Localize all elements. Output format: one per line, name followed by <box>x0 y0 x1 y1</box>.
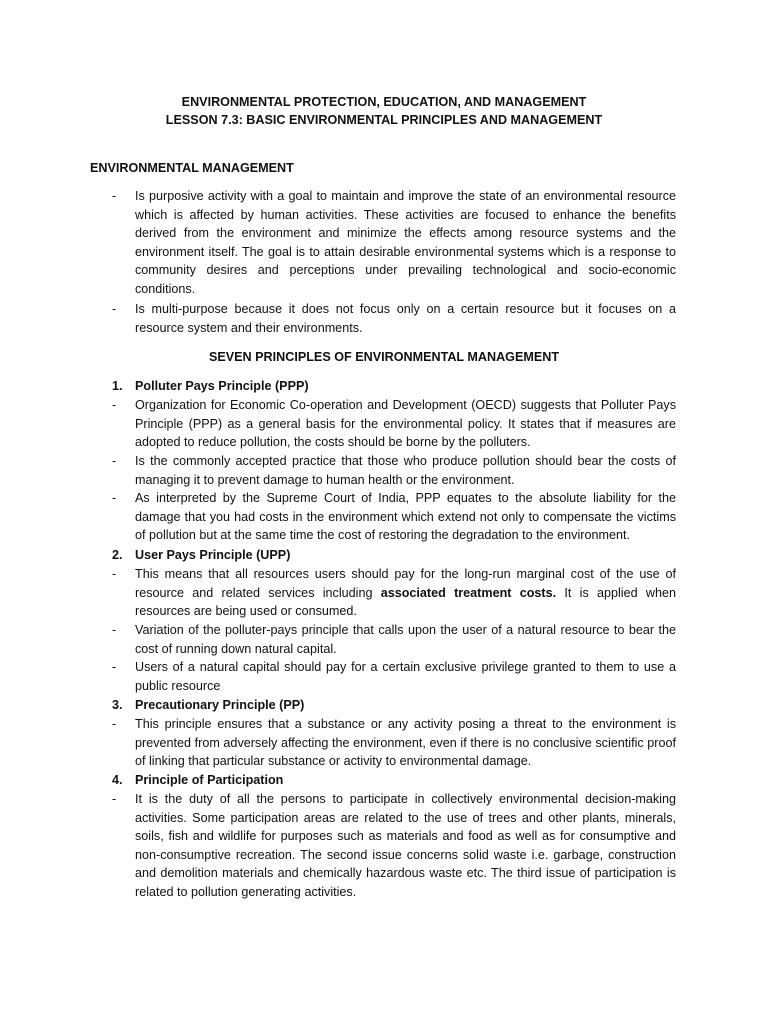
principle-2-heading <box>112 546 676 565</box>
principle-1-heading <box>112 377 676 396</box>
principle-1-bullet-3 <box>112 489 676 545</box>
bullet-dash: - <box>112 660 117 674</box>
principle-2-bullet-1 <box>112 565 676 621</box>
section-heading-environmental-management: ENVIRONMENTAL MANAGEMENT <box>90 161 294 175</box>
bullet-dash: - <box>112 302 117 316</box>
bullet-dash: - <box>112 792 117 806</box>
bullet-text-part: This means that all resources users should pay for the long-run marginal cost of the use of resource and related services including <box>135 567 676 600</box>
principle-1-bullet-2 <box>112 452 676 489</box>
principle-number: 2. <box>112 548 123 562</box>
bullet-dash: - <box>112 717 117 731</box>
bullet-dash: - <box>112 189 117 203</box>
intro-bullet-text: Is multi-purpose because it does not focus only on a certain resource but it focuses on a resource system and their environments. <box>135 302 676 335</box>
bullet-dash: - <box>112 398 117 412</box>
principle-3-heading <box>112 696 676 715</box>
principle-number: 1. <box>112 379 123 393</box>
bold-phrase: associated treatment costs. <box>380 585 557 600</box>
bullet-dash: - <box>112 491 117 505</box>
document-title-line-2: LESSON 7.3: BASIC ENVIRONMENTAL PRINCIPLES AND MANAGEMENT <box>165 113 603 127</box>
principle-1-bullet-1 <box>112 396 676 452</box>
principle-number: 3. <box>112 698 123 712</box>
principle-bullet-text: Users of a natural capital should pay for a certain exclusive privilege granted to them to use a public resource <box>135 660 676 693</box>
principle-bullet-text: Variation of the polluter-pays principle that calls upon the user of a natural resource to bear the cost of running down natural capital. <box>135 623 676 656</box>
principle-title: User Pays Principle (UPP) <box>135 548 291 562</box>
principle-2-bullet-2 <box>112 621 676 658</box>
bullet-dash: - <box>112 454 117 468</box>
principle-bullet-text: This principle ensures that a substance or any activity posing a threat to the environment is prevented from adversely affecting the environment, even if there is no conclusive scientific proof of linking that particular substance or activity to environmental damage. <box>135 717 676 769</box>
principle-2-bullet-3 <box>112 658 676 695</box>
principle-bullet-text: As interpreted by the Supreme Court of India, PPP equates to the absolute liability for the damage that you had costs in the environment which extend not only to compensate the victims of pollution but at the same time the cost of restoring the degradation to the environment. <box>135 491 676 543</box>
principle-title: Polluter Pays Principle (PPP) <box>135 379 309 393</box>
bullet-dash: - <box>112 623 117 637</box>
document-title-line-1: ENVIRONMENTAL PROTECTION, EDUCATION, AND MANAGEMENT <box>181 95 587 109</box>
principle-number: 4. <box>112 773 123 787</box>
principle-bullet-text: Is the commonly accepted practice that those who produce pollution should bear the costs of managing it to prevent damage to human health or the environment. <box>135 454 676 487</box>
principle-bullet-text: It is the duty of all the persons to participate in collectively environmental decision-making activities. Some participation areas are related to the use of trees and other plants, minerals, soils, fish and wildlife for purposes such as materials and food as well as for consumptive and non-consumptive recreation. The second issue concerns solid waste i.e. garbage, construction and demolition materials and chemically hazardous waste etc. The third issue of participation is related to pollution generating activities. <box>135 792 676 899</box>
bullet-dash: - <box>112 567 117 581</box>
principles-heading: SEVEN PRINCIPLES OF ENVIRONMENTAL MANAGEMENT <box>208 350 560 364</box>
principle-title: Principle of Participation <box>135 773 284 787</box>
intro-bullet-2 <box>112 300 676 337</box>
principle-title: Precautionary Principle (PP) <box>135 698 305 712</box>
principle-4-bullet-1 <box>112 790 676 902</box>
intro-bullet-1 <box>112 187 676 299</box>
bullet-text-part: It is applied when resources are being used or consumed. <box>135 585 676 619</box>
principle-4-heading <box>112 771 676 790</box>
intro-bullet-text: Is purposive activity with a goal to maintain and improve the state of an environmental resource which is affected by human activities. These activities are focused to enhance the benefits derived from the environment and minimize the effects among resource systems and the environment itself. The goal is to attain desirable environmental systems which is a response to community desires and perceptions under prevailing technological and socio-economic conditions. <box>135 189 676 296</box>
principle-bullet-text: Organization for Economic Co-operation and Development (OECD) suggests that Polluter Pays Principle (PPP) as a general basis for the environmental policy. It states that if measures are adopted to reduce pollution, the costs should be borne by the polluters. <box>135 398 676 450</box>
principle-bullet-text <box>135 565 676 621</box>
principle-3-bullet-1 <box>112 715 676 771</box>
